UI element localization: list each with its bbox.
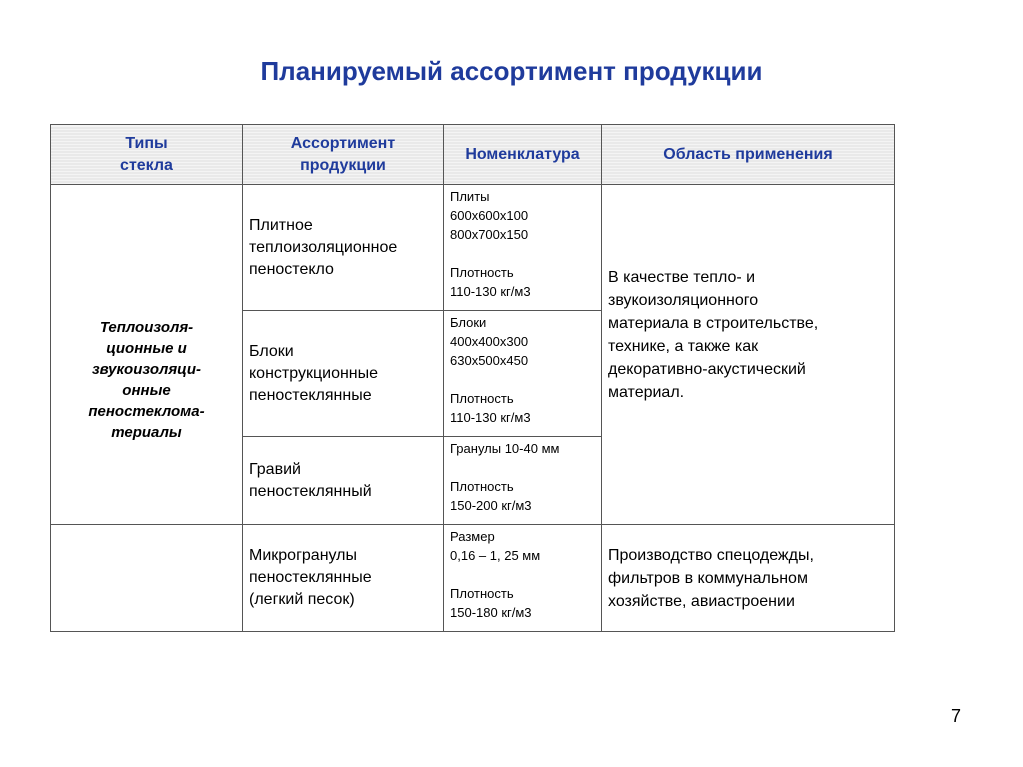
product-line: Гравий (249, 460, 301, 478)
header-product-range-line: Ассортимент (290, 134, 396, 152)
product-cell (243, 525, 444, 632)
nomenclature-line: Гранулы 10-40 мм (450, 441, 560, 456)
application-area-line: В качестве тепло- и (608, 268, 756, 286)
header-glass-types-line: Типы (125, 134, 168, 152)
nomenclature-line: Плотность (450, 479, 514, 494)
header-product-range (243, 125, 444, 185)
application-area-line: декоративно-акустический (608, 360, 806, 378)
product-line: конструкционные (249, 364, 379, 382)
glass-type-line: пеностеклома- (88, 402, 205, 420)
nomenclature-cell (444, 185, 602, 311)
glass-type-line: онные (122, 381, 171, 399)
nomenclature-line: 110-130 кг/м3 (450, 284, 531, 299)
nomenclature-line: Плотность (450, 265, 514, 280)
product-line: теплоизоляционное (249, 238, 398, 256)
slide-title: Планируемый ассортимент продукции (260, 56, 763, 86)
nomenclature-line: 600x600x100 (450, 208, 529, 223)
product-line: пеностекло (249, 260, 334, 278)
nomenclature-line: Плиты (450, 189, 490, 204)
nomenclature-line: 630x500x450 (450, 353, 529, 368)
header-nomenclature: Номенклатура (444, 125, 602, 185)
header-row (51, 125, 895, 185)
nomenclature-line (450, 458, 595, 477)
nomenclature-line: Блоки (450, 315, 487, 330)
product-line: Блоки (249, 342, 294, 360)
application-area-line: материала в строительстве, (608, 314, 819, 332)
header-application-area: Область применения (602, 125, 895, 185)
nomenclature-line: 110-130 кг/м3 (450, 410, 531, 425)
nomenclature-line: 400x400x300 (450, 334, 529, 349)
application-area-line: технике, а также как (608, 337, 759, 355)
glass-type-cell (51, 185, 243, 525)
nomenclature-cell (444, 525, 602, 632)
header-glass-types-line: стекла (120, 156, 173, 174)
table-row (51, 185, 895, 311)
nomenclature-line: Плотность (450, 391, 514, 406)
nomenclature-cell (444, 437, 602, 525)
nomenclature-line: Плотность (450, 586, 514, 601)
glass-type-line: Теплоизоля- (99, 318, 194, 336)
product-line: пеностеклянные (249, 569, 372, 586)
nomenclature-line: 150-200 кг/м3 (450, 498, 532, 513)
glass-type-line: звукоизоляци- (91, 360, 202, 378)
nomenclature-line (450, 244, 595, 263)
product-line: пеностеклянные (249, 386, 372, 404)
nomenclature-line (450, 565, 595, 584)
application-area-line: звукоизоляционного (608, 291, 759, 309)
product-line: Микрогранулы (249, 547, 358, 564)
product-line: (легкий песок) (249, 591, 355, 608)
product-cell (243, 185, 444, 311)
glass-type-line: ционные и (106, 339, 187, 357)
header-glass-types (51, 125, 243, 185)
nomenclature-line: 150-180 кг/м3 (450, 605, 532, 620)
nomenclature-line: Размер (450, 529, 495, 544)
nomenclature-line (450, 370, 595, 389)
application-area-line: материал. (608, 383, 685, 401)
product-line: Плитное (249, 216, 313, 234)
application-area-line: хозяйстве, авиастроении (608, 592, 795, 610)
glass-type-empty-cell (51, 525, 243, 632)
nomenclature-line: 800x700x150 (450, 227, 529, 242)
table-row (51, 525, 895, 632)
application-area-line: фильтров в коммунальном (608, 569, 808, 587)
application-area-cell (602, 525, 895, 632)
nomenclature-line: 0,16 – 1, 25 мм (450, 548, 541, 563)
page-number: 7 (950, 706, 961, 726)
nomenclature-cell (444, 311, 602, 437)
product-line: пеностеклянный (249, 482, 372, 500)
product-cell (243, 437, 444, 525)
application-area-line: Производство спецодежды, (608, 546, 814, 564)
header-product-range-line: продукции (300, 156, 386, 174)
glass-type-line: териалы (111, 423, 182, 441)
product-cell (243, 311, 444, 437)
application-area-cell (602, 185, 895, 525)
assortment-table (50, 124, 895, 632)
